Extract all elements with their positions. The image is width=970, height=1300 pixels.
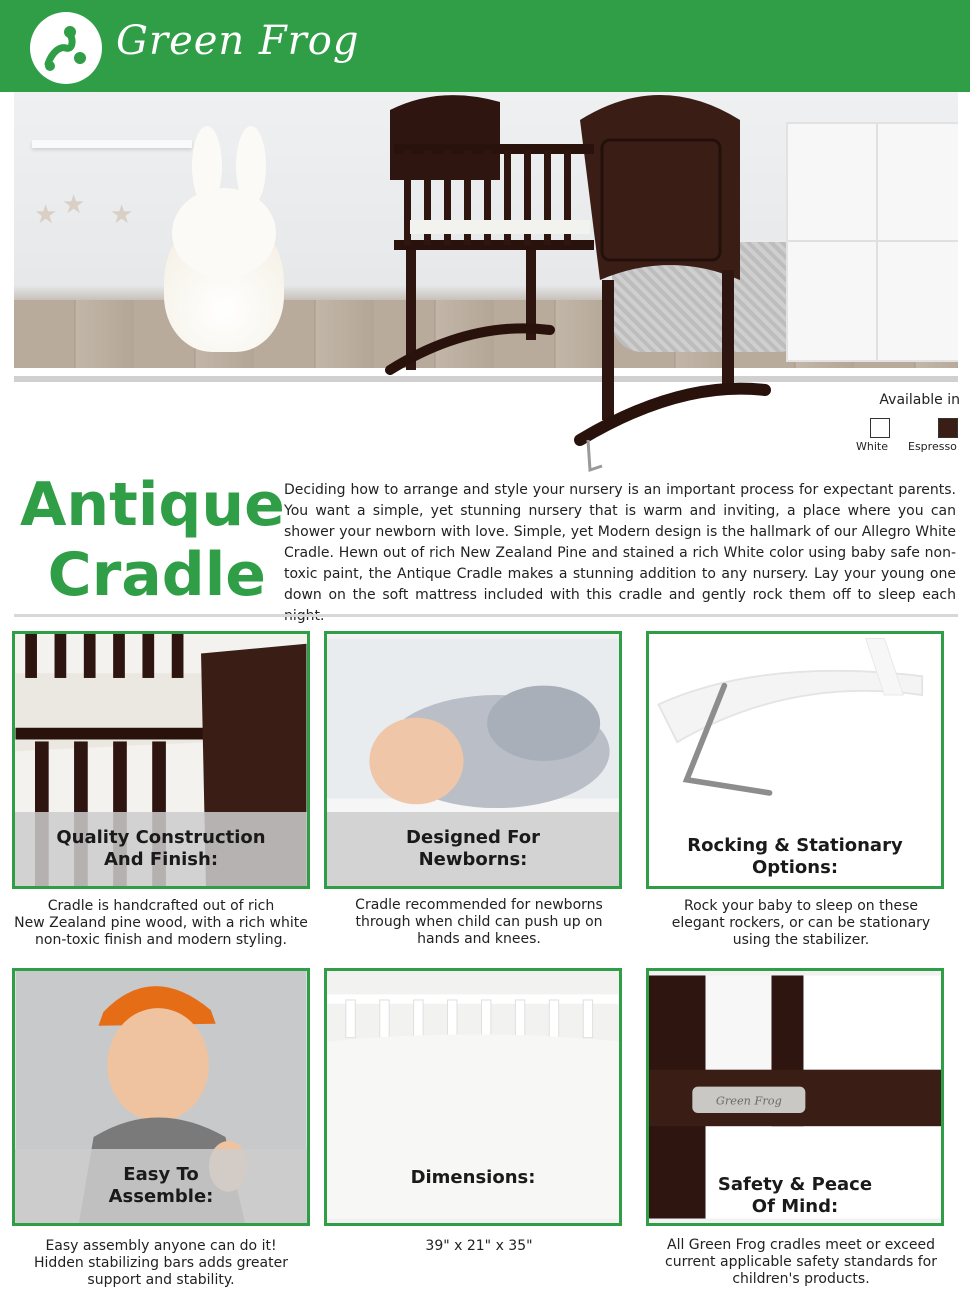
feature-caption-quality xyxy=(15,812,307,886)
bunny-lamp-head xyxy=(172,188,276,278)
feature-note-safety xyxy=(652,1237,950,1288)
feature-title-quality-line1: Quality Construction xyxy=(56,827,266,848)
feature-title-assemble-line1: Easy To xyxy=(123,1164,199,1185)
feature-caption-dimensions xyxy=(327,1141,619,1215)
swatch-label-white: White xyxy=(856,440,888,453)
frog-logo-icon xyxy=(30,12,102,84)
feature-card-safety xyxy=(646,968,944,1226)
note-line: support and stability. xyxy=(87,1272,235,1288)
product-description: Deciding how to arrange and style your nursery is an important process for expectant parents. You want a simple, yet stunning nursery that is warm and inviting, a place where you can shower your newborn with love. Simple, yet Modern design is the hallmark of our Allegro White Cradle. Hewn out of rich New Zealand Pine and stained a rich White color using baby safe non-toxic paint, the Antique Cradle makes a stunning addition to any nursery. Lay your young one down on the soft mattress included with this cradle and gently rock them off to sleep each xyxy=(284,482,956,603)
feature-card-assemble xyxy=(12,968,310,1226)
feature-note-quality xyxy=(12,898,310,949)
feature-title-dimensions: Dimensions: xyxy=(410,1167,536,1188)
star-ornament-icon: ★ xyxy=(110,200,134,230)
note-line: children's products. xyxy=(732,1271,870,1287)
feature-card-dimensions xyxy=(324,968,622,1226)
feature-caption-rocking xyxy=(649,820,941,889)
brand-name: Green Frog xyxy=(116,18,360,64)
color-swatch-white[interactable] xyxy=(870,418,890,438)
note-line: New Zealand pine wood, with a rich white xyxy=(14,915,308,931)
site-header xyxy=(0,0,970,92)
feature-note-rocking xyxy=(652,898,950,949)
note-line: Rock your baby to sleep on these xyxy=(684,898,918,914)
product-title-line2: Cradle xyxy=(47,540,266,610)
cradle-product-image xyxy=(380,80,780,480)
feature-note-newborns xyxy=(330,897,628,948)
available-in-label: Available in xyxy=(879,392,960,408)
note-line: 39" x 21" x 35" xyxy=(425,1238,533,1254)
feature-card-newborns xyxy=(324,631,622,889)
star-ornament-icon: ★ xyxy=(62,190,86,220)
note-line: through when child can push up on xyxy=(355,914,603,930)
note-line: Easy assembly anyone can do it! xyxy=(45,1238,277,1254)
badge-logo-text: Green Frog xyxy=(715,1094,782,1108)
feature-title-rocking-line1: Rocking & Stationary xyxy=(687,835,903,856)
feature-note-dimensions xyxy=(330,1238,628,1255)
feature-title-safety-line1: Safety & Peace xyxy=(717,1174,873,1195)
feature-title-safety-line2: Of Mind: xyxy=(751,1196,839,1217)
product-title-line1: Antique xyxy=(20,470,285,540)
feature-title-newborns-line2: Newborns: xyxy=(418,849,528,870)
wall-shelf xyxy=(32,140,192,148)
color-swatch-espresso[interactable] xyxy=(938,418,958,438)
star-ornament-icon: ★ xyxy=(34,200,58,230)
feature-title-newborns-line1: Designed For xyxy=(406,827,540,848)
toy-cabinet xyxy=(786,122,958,362)
note-line: Hidden stabilizing bars adds greater xyxy=(34,1255,288,1271)
note-line: non-toxic finish and modern styling. xyxy=(35,932,287,948)
swatch-label-espresso: Espresso xyxy=(908,440,957,453)
feature-card-rocking xyxy=(646,631,944,889)
note-line: elegant rockers, or can be stationary xyxy=(671,915,931,931)
feature-caption-safety xyxy=(649,1159,941,1226)
note-line: hands and knees. xyxy=(417,931,541,947)
note-line: current applicable safety standards for xyxy=(665,1254,937,1270)
feature-title-quality-line2: And Finish: xyxy=(103,849,219,870)
note-line: All Green Frog cradles meet or exceed xyxy=(667,1237,935,1253)
feature-card-quality xyxy=(12,631,310,889)
product-title xyxy=(20,470,285,610)
feature-title-assemble-line2: Assemble: xyxy=(108,1186,214,1207)
section-divider xyxy=(14,614,958,617)
note-line: Cradle recommended for newborns xyxy=(355,897,603,913)
feature-caption-assemble xyxy=(15,1149,307,1223)
note-line: using the stabilizer. xyxy=(732,932,870,948)
feature-title-rocking-line2: Options: xyxy=(751,857,839,878)
feature-note-assemble xyxy=(12,1238,310,1289)
feature-caption-newborns xyxy=(327,812,619,886)
note-line: Cradle is handcrafted out of rich xyxy=(47,898,275,914)
